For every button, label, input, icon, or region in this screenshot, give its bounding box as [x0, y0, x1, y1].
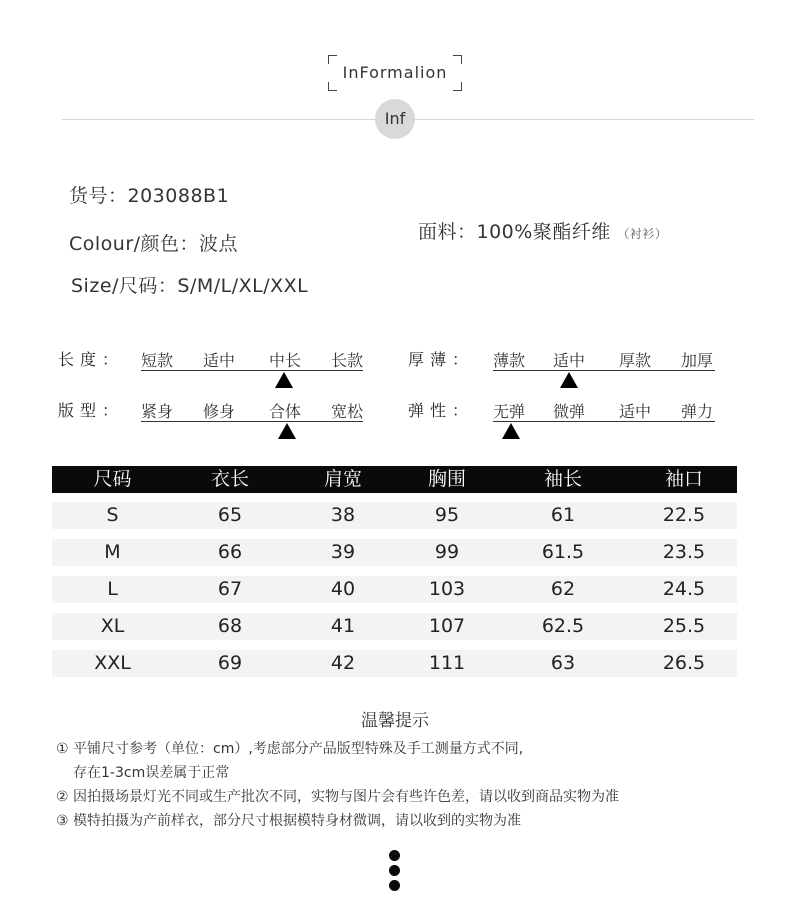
- table-cell: 69: [217, 652, 243, 674]
- section-title: InFormalion: [342, 63, 448, 82]
- length-indicator-icon: [275, 372, 293, 388]
- thickness-indicator-icon: [560, 372, 578, 388]
- table-cell: L: [107, 578, 118, 600]
- elasticity-scale-line: [493, 421, 715, 422]
- elasticity-option-slight: 微弹: [553, 402, 586, 421]
- tips-title: 温馨提示: [361, 711, 429, 731]
- frame-corner: [328, 82, 337, 91]
- table-cell: 65: [217, 504, 243, 526]
- dot-icon: [389, 880, 400, 891]
- table-cell: 61: [550, 504, 576, 526]
- fabric-text: 面料：100%聚酯纤维: [418, 221, 611, 243]
- elasticity-option-regular: 适中: [619, 402, 652, 421]
- dot-icon: [389, 850, 400, 861]
- fit-option-regular: 合体: [269, 402, 302, 421]
- table-cell: 24.5: [662, 578, 706, 600]
- table-header-cell: 胸围: [427, 468, 466, 490]
- fit-indicator-icon: [278, 423, 296, 439]
- table-row: [52, 576, 737, 603]
- table-cell: 63: [550, 652, 576, 674]
- table-cell: 26.5: [662, 652, 706, 674]
- table-header-cell: 肩宽: [323, 468, 362, 490]
- table-cell: 61.5: [541, 541, 585, 563]
- section-title-frame: [328, 55, 462, 91]
- length-option-short: 短款: [141, 351, 174, 370]
- elasticity-label: 弹性：: [408, 401, 475, 420]
- thickness-option-extra-thick: 加厚: [681, 351, 714, 370]
- table-cell: 99: [434, 541, 460, 563]
- elasticity-option-stretch: 弹力: [681, 402, 714, 421]
- fit-option-loose: 宽松: [331, 402, 364, 421]
- table-cell: 95: [434, 504, 460, 526]
- table-header-cell: 衣长: [210, 468, 249, 490]
- thickness-label: 厚薄：: [408, 350, 475, 369]
- thickness-option-thin: 薄款: [493, 351, 526, 370]
- dot-icon: [389, 865, 400, 876]
- fit-label: 版型：: [58, 401, 125, 420]
- thickness-scale-line: [493, 370, 715, 371]
- table-cell: XXL: [94, 652, 131, 674]
- length-option-long: 长款: [331, 351, 364, 370]
- table-header-cell: 尺码: [93, 468, 132, 490]
- length-option-regular: 适中: [203, 351, 236, 370]
- table-row: [52, 613, 737, 640]
- table-header-cell: 袖口: [664, 468, 703, 490]
- fit-option-tight: 紧身: [141, 402, 174, 421]
- size-table: [52, 466, 737, 677]
- table-cell: 42: [330, 652, 356, 674]
- table-cell: XL: [100, 615, 125, 637]
- length-option-midlength: 中长: [269, 351, 302, 370]
- table-cell: 107: [428, 615, 466, 637]
- table-cell: S: [106, 504, 119, 526]
- length-scale-line: [141, 370, 363, 371]
- size-info: Size/尺码：S/M/L/XL/XXL: [71, 275, 309, 297]
- length-label: 长度：: [58, 350, 125, 369]
- tip-line: ③ 模特拍摄为产前样衣，部分尺寸根据模特身材微调，请以收到的实物为准: [56, 813, 521, 829]
- thickness-option-regular: 适中: [553, 351, 586, 370]
- item-number: 货号：203088B1: [69, 185, 230, 207]
- table-cell: 40: [330, 578, 356, 600]
- table-cell: 103: [428, 578, 466, 600]
- thickness-option-thick: 厚款: [619, 351, 652, 370]
- frame-corner: [453, 82, 462, 91]
- table-cell: 38: [330, 504, 356, 526]
- table-cell: 66: [217, 541, 243, 563]
- table-row: [52, 650, 737, 677]
- tip-line: ② 因拍摄场景灯光不同或生产批次不同，实物与图片会有些许色差，请以收到商品实物为准: [56, 789, 619, 805]
- tip-line: 存在1-3cm误差属于正常: [73, 765, 230, 781]
- table-row: [52, 539, 737, 566]
- table-header-cell: 袖长: [543, 468, 582, 490]
- table-cell: 62.5: [541, 615, 585, 637]
- tip-line: ① 平铺尺寸参考（单位：cm）,考虑部分产品版型特殊及手工测量方式不同,: [56, 741, 524, 757]
- table-cell: 41: [330, 615, 356, 637]
- elasticity-option-none: 无弹: [493, 402, 526, 421]
- table-cell: 22.5: [662, 504, 706, 526]
- fabric-info: [418, 217, 667, 244]
- table-cell: 67: [217, 578, 243, 600]
- table-cell: 25.5: [662, 615, 706, 637]
- table-cell: 68: [217, 615, 243, 637]
- section-badge: Inf: [375, 99, 415, 139]
- colour-info: Colour/颜色：波点: [69, 233, 239, 255]
- table-cell: 23.5: [662, 541, 706, 563]
- table-header-row: [52, 466, 737, 493]
- table-cell: M: [104, 541, 121, 563]
- table-cell: 62: [550, 578, 576, 600]
- fit-option-slim: 修身: [203, 402, 236, 421]
- table-row: [52, 502, 737, 529]
- fit-scale-line: [141, 421, 363, 422]
- fabric-note: （衬衫）: [617, 227, 668, 241]
- elasticity-indicator-icon: [502, 423, 520, 439]
- table-cell: 39: [330, 541, 356, 563]
- table-cell: 111: [428, 652, 466, 674]
